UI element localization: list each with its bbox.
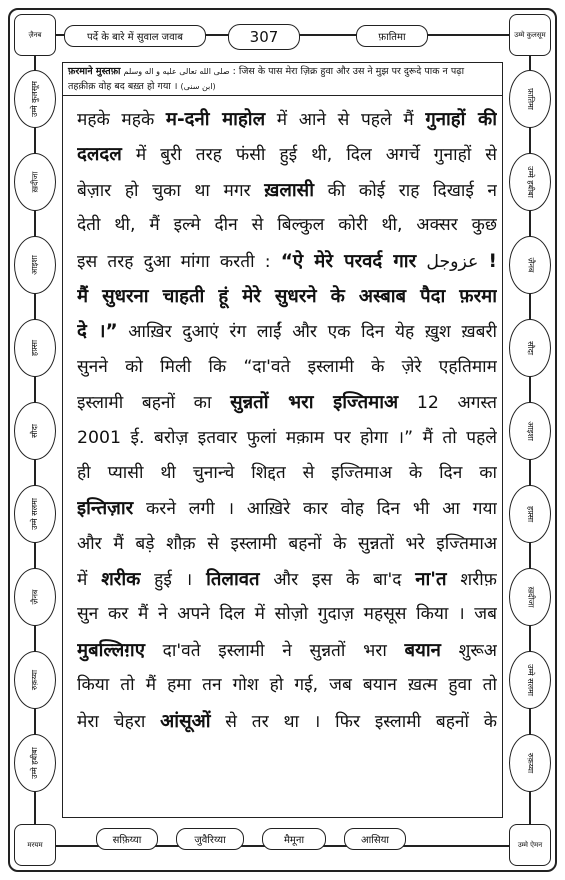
- side-medallion-label: उम्मे सलमा: [29, 498, 39, 530]
- side-medallion: [509, 402, 551, 460]
- bold-phrase: गुनाहों की: [425, 109, 497, 130]
- side-medallion: [14, 70, 56, 128]
- text-segment: आख़िर दुआएं रंग लाईं और एक दिन येह ख़ुश ख़बरी: [117, 322, 497, 343]
- side-medallion: [14, 153, 56, 211]
- bold-phrase: इन्तिज़ार: [77, 498, 134, 520]
- bold-phrase: सुन्नतों भरा इज्तिमाअ: [230, 392, 399, 414]
- hadith-box: [62, 62, 503, 96]
- side-medallion-label: ज़ैनब: [29, 589, 39, 605]
- page-number: 307: [228, 24, 300, 50]
- text-line: [77, 173, 497, 208]
- side-medallion-label: आइशा: [30, 255, 39, 275]
- bold-phrase: ख़लासी: [264, 179, 314, 201]
- text-segment: महके महके: [77, 110, 166, 130]
- bold-phrase: दे ।”: [77, 321, 118, 343]
- body-text: [77, 102, 497, 739]
- side-medallion: [509, 70, 551, 128]
- bold-phrase: मैं सुधरना चाहती हूं मेरे सुधरने के अस्बाब पैदा फ़रमा: [77, 285, 497, 307]
- text-line: [77, 279, 497, 314]
- text-line: [77, 244, 497, 279]
- hadith-text-1: : जिस के पास मेरा ज़िक्र हुवा और उस ने मुझ पर दुरूदे पाक न पढ़ा: [232, 66, 465, 77]
- corner-medallion-top-left: ज़ैनब: [14, 14, 56, 56]
- text-segment: ही प्यासी थी चुनान्चे शिद्दत से इज्तिमाअ के दिन का: [77, 462, 497, 483]
- side-medallion-label: हफ़्सा: [29, 339, 39, 357]
- text-line: [77, 633, 497, 668]
- side-medallion-label: ख़दीजा: [30, 171, 39, 193]
- text-segment: और मैं बड़े शौक़ से इस्लामी बहनों के सुन्नतों भरे इज्तिमाअ: [77, 533, 497, 554]
- side-medallion-label: फ़ातिमा: [525, 88, 535, 110]
- text-line: [77, 137, 497, 172]
- side-medallion-label: सौदा: [30, 424, 39, 438]
- text-segment: शुरूअ: [440, 640, 497, 661]
- bold-phrase: म-दनी माहोल: [165, 109, 266, 130]
- text-segment: हुई ।: [140, 570, 207, 591]
- text-line: [77, 314, 497, 349]
- corner-medallion-bottom-left: मरयम: [14, 824, 56, 866]
- text-segment: में आने से पहले मैं: [265, 110, 426, 130]
- text-segment: 12 अगस्त: [398, 393, 497, 414]
- side-medallion: [509, 236, 551, 294]
- hadith-source: (ابن سنی): [180, 82, 216, 91]
- bold-phrase: बयान: [404, 639, 441, 661]
- text-line: [77, 208, 497, 243]
- book-title: पर्दे के बारे में सुवाल जवाब: [64, 25, 206, 47]
- bold-phrase: दलदल: [77, 144, 122, 166]
- side-medallion-label: रुक़य्या: [29, 669, 39, 691]
- text-line: [77, 597, 497, 632]
- bold-phrase: आंसूओं: [160, 710, 211, 732]
- text-line: [77, 421, 497, 456]
- bold-phrase: ना'त: [415, 569, 447, 591]
- corner-medallion-bottom-right: उम्मे ऐमन: [509, 824, 551, 866]
- side-medallion: [14, 568, 56, 626]
- text-line: [77, 491, 497, 526]
- side-medallion: [509, 734, 551, 792]
- footer-label-4: आसिया: [344, 828, 406, 850]
- text-segment: देती थी, मैं इल्मे दीन से बिल्कुल कोरी थी, अक्सर कुछ: [77, 215, 497, 236]
- footer-label-1: सफ़िय्या: [96, 828, 158, 850]
- side-medallion: [509, 485, 551, 543]
- text-segment: इस तरह दुआ मांगा करती :: [77, 251, 281, 272]
- text-segment: और इस के बा'द: [259, 570, 416, 591]
- side-medallion-label: उम्मे हबीबा: [525, 166, 535, 198]
- side-medallion-label: उम्मे सलमा: [525, 664, 535, 696]
- side-medallion: [14, 651, 56, 709]
- text-segment: से तर था । फिर इस्लामी बहनों के: [210, 711, 497, 732]
- side-medallion-label: ज़ैनब: [525, 257, 535, 273]
- text-segment: दा'वते इस्लामी ने सुन्नतों भरा: [144, 640, 405, 661]
- side-medallion-label: सौदा: [526, 341, 535, 355]
- chapter-label: फ़ातिमा: [356, 25, 428, 47]
- bold-phrase: “ऐ मेरे परवर्द गार: [280, 250, 417, 272]
- text-line: [77, 562, 497, 597]
- hadith-salutation: صلى الله تعالى عليه و اله وسلم: [123, 67, 230, 76]
- text-segment: बेज़ार हो चुका था मगर: [77, 180, 265, 201]
- footer-label-3: मैमूना: [262, 828, 326, 850]
- footer-label-2: जुवैरिय्या: [176, 828, 244, 850]
- text-segment: इस्लामी बहनों का: [77, 393, 231, 414]
- text-line: [77, 668, 497, 703]
- side-medallion: [509, 153, 551, 211]
- side-medallion-label: आइशा: [526, 421, 535, 441]
- text-segment: की कोई राह दिखाई न: [313, 180, 497, 201]
- hadith-line-2: [68, 79, 497, 94]
- side-medallion-label: ख़दीजा: [526, 586, 535, 608]
- side-medallion: [14, 319, 56, 377]
- corner-medallion-top-right: उम्मे कुलसूम: [509, 14, 551, 56]
- side-medallion: [14, 734, 56, 792]
- side-medallion-label: उम्मे हबीबा: [29, 747, 39, 779]
- text-line: [77, 527, 497, 562]
- side-medallion: [509, 568, 551, 626]
- hadith-text-2: तहक़ीक़ वोह बद बख़्त हो गया ।: [68, 81, 178, 92]
- text-segment: عزوجل: [416, 251, 489, 272]
- text-line: [77, 102, 497, 137]
- text-segment: करने लगी । आख़िरे कार वोह दिन भी आ गया: [133, 499, 497, 520]
- side-medallion: [14, 485, 56, 543]
- text-line: [77, 704, 497, 739]
- bold-phrase: !: [488, 250, 497, 272]
- bold-phrase: मुबल्लिग़ए: [77, 639, 145, 661]
- text-segment: में बुरी तरह फंसी हुई थी, दिल अगर्चे गुनाहों से: [121, 145, 497, 166]
- side-medallion: [509, 319, 551, 377]
- side-medallion: [509, 651, 551, 709]
- side-medallion-label: उम्मे कुलसूम: [30, 81, 39, 117]
- side-medallion-label: रुक़य्या: [525, 752, 535, 774]
- text-segment: मेरा चेहरा: [77, 711, 161, 732]
- bold-phrase: तिलावत: [206, 569, 260, 591]
- side-medallion: [14, 402, 56, 460]
- text-segment: 2001 ई. बरोज़ इतवार फुलां मक़ाम पर होगा ।” मैं तो पहले: [77, 427, 497, 448]
- hadith-label: फ़रमाने मुस्तफ़ा: [68, 66, 121, 77]
- text-segment: में: [77, 570, 102, 591]
- hadith-line-1: [68, 64, 497, 79]
- text-segment: सुन कर मैं ने अपने दिल में सोज़ो गुदाज़ महसूस किया । जब: [77, 604, 497, 625]
- side-medallion-label: हफ़्सा: [525, 505, 535, 523]
- bold-phrase: शरीक: [101, 569, 141, 591]
- text-line: [77, 385, 497, 420]
- text-line: [77, 456, 497, 491]
- text-line: [77, 350, 497, 385]
- side-medallion: [14, 236, 56, 294]
- text-segment: किया तो मैं हमा तन गोश हो गई, जब बयान ख़त्म हुवा तो: [77, 675, 497, 696]
- text-segment: सुनने को मिली कि “दा'वते इस्लामी के ज़ेरे एहतिमाम: [77, 356, 497, 377]
- text-segment: शरीफ़: [446, 570, 497, 591]
